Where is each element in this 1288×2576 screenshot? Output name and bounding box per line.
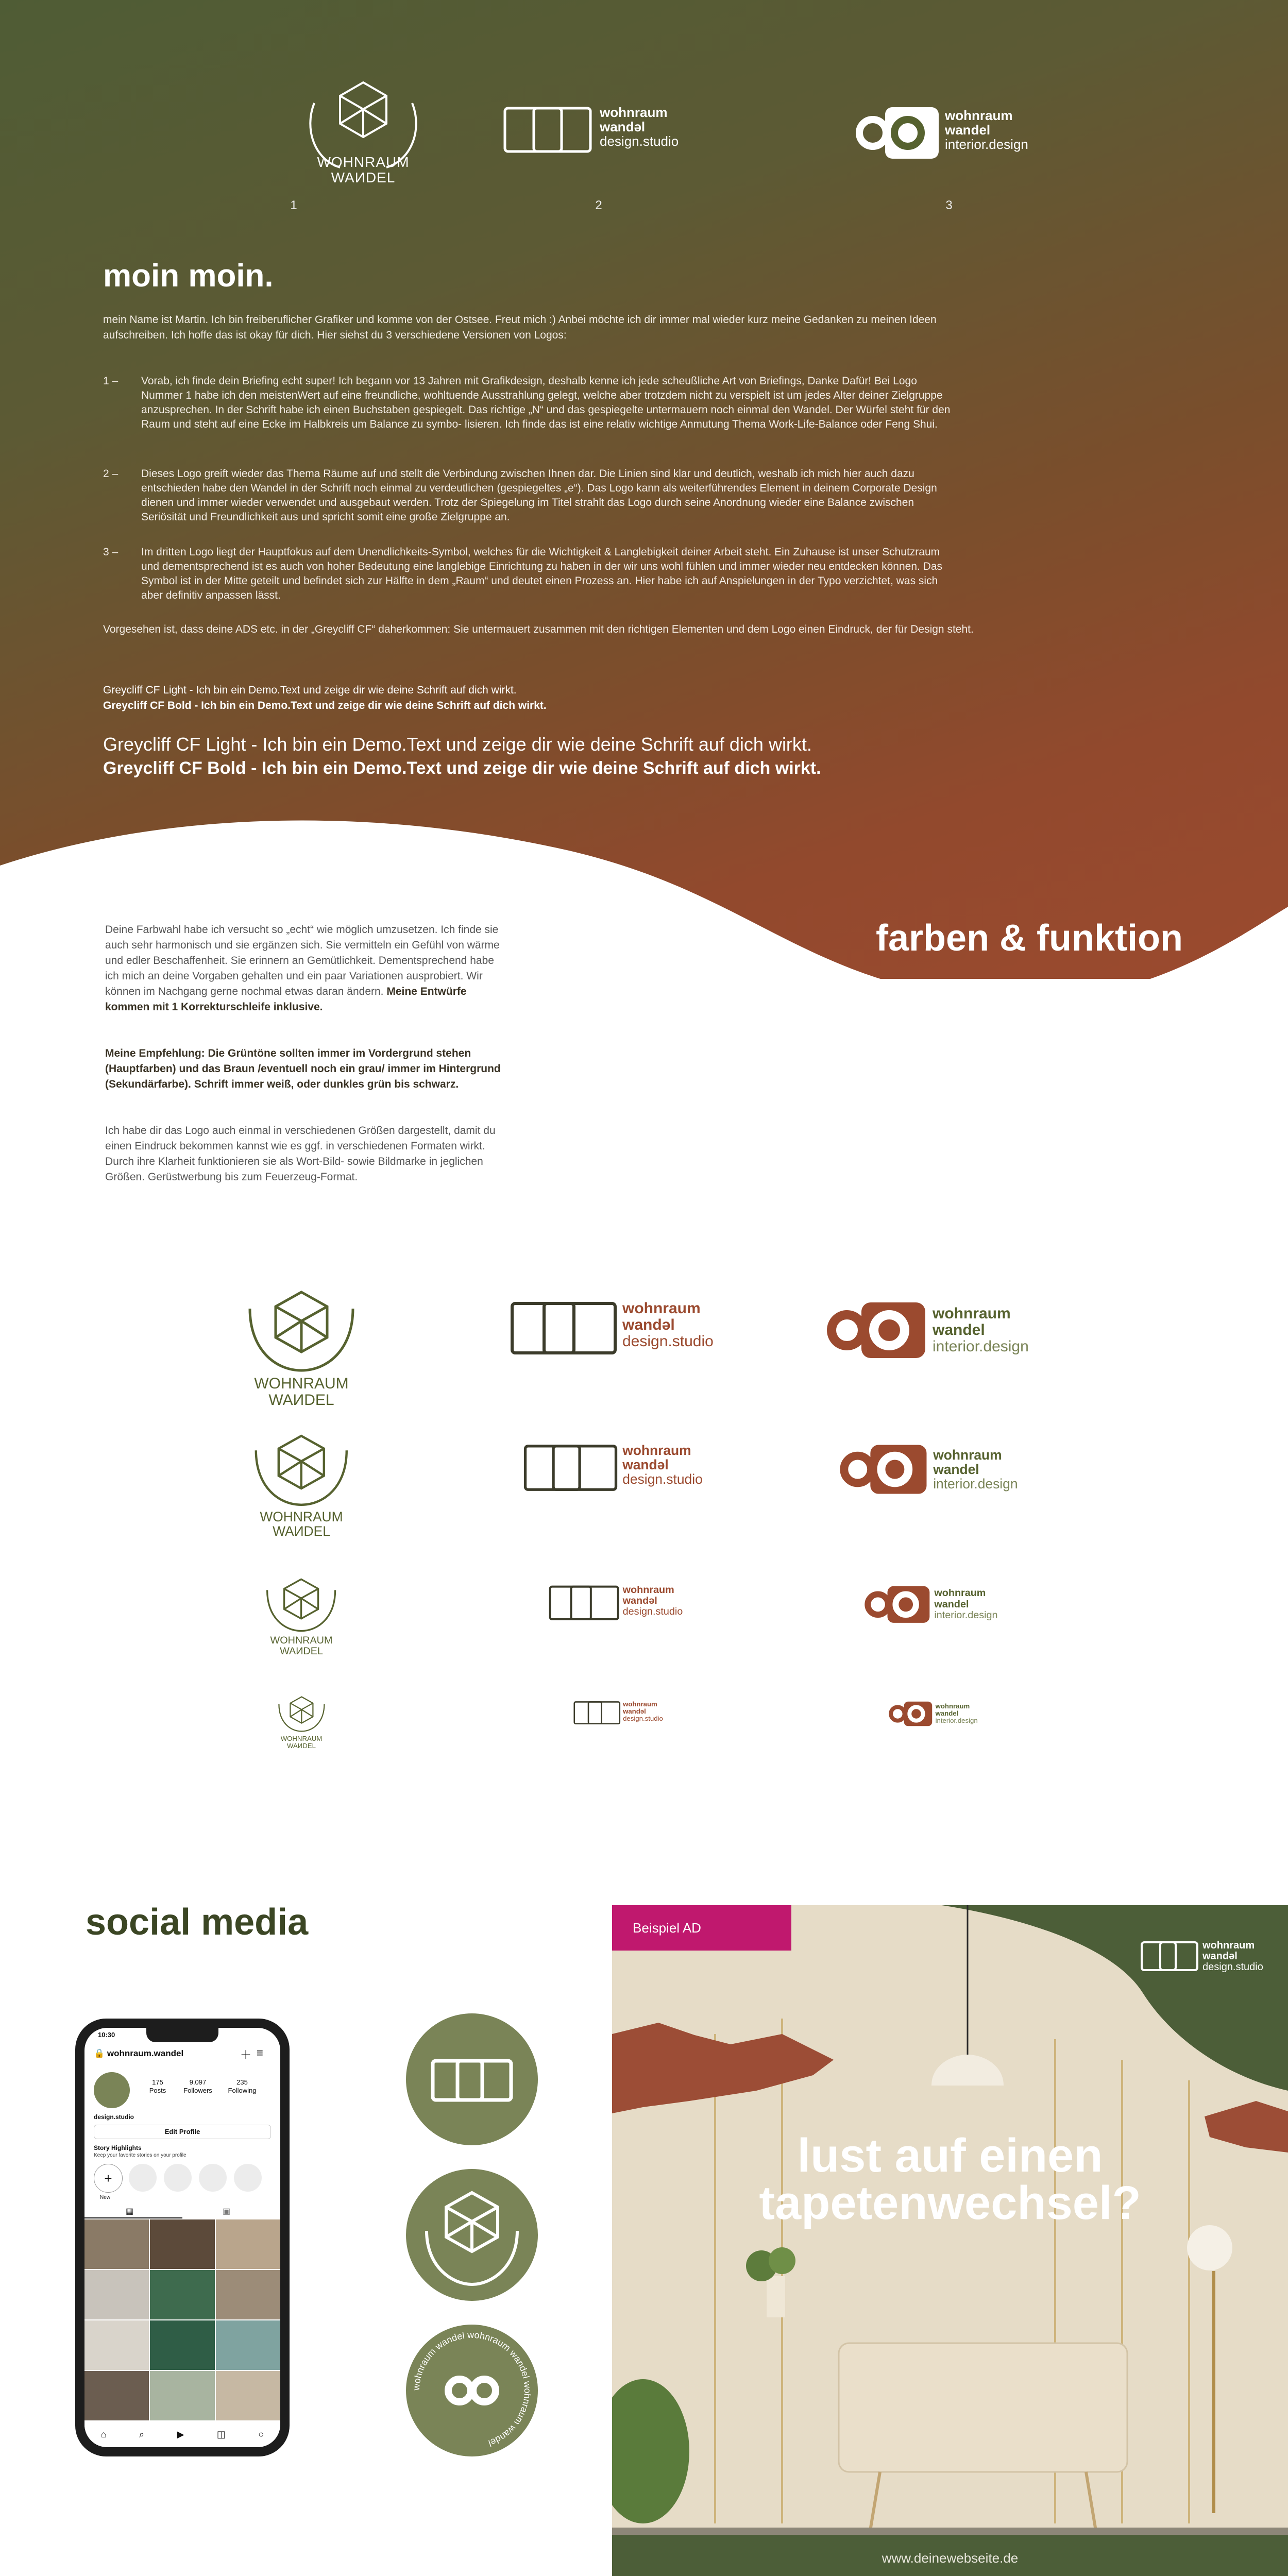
page-title: moin moin. — [103, 258, 274, 294]
logo-3-line2: wandel — [945, 122, 991, 138]
rooms-logo-icon — [510, 1298, 618, 1360]
demo-text-light-large: Greycliff CF Light - Ich bin ein Demo.Text und zeige dir wie deine Schrift auf dich wirkt. — [103, 734, 812, 755]
posts-label: Posts — [149, 2087, 166, 2094]
logo-2-line3: design.studio — [622, 1471, 703, 1487]
item-number: 3 – — [103, 546, 118, 558]
posts-count: 175 — [152, 2078, 163, 2086]
logo-number-3: 3 — [945, 198, 953, 212]
grid-photo[interactable] — [216, 2219, 280, 2269]
grid-photo[interactable] — [216, 2270, 280, 2319]
logo-2-line2: wandəl — [622, 1457, 669, 1473]
highlights-title: Story Highlights — [94, 2144, 142, 2151]
logo-3-hero — [853, 72, 1162, 216]
demo-text-bold-large: Greycliff CF Bold - Ich bin ein Demo.Text und zeige dir wie deine Schrift auf dich wirkt. — [103, 758, 821, 778]
new-highlight-label: New — [100, 2195, 111, 2200]
ad-logo — [1140, 1938, 1263, 1977]
rooms-logo-icon — [503, 103, 606, 165]
cube-logo-icon — [216, 72, 526, 216]
example-ad[interactable] — [612, 1905, 1288, 2576]
logo-2-line3: design.studio — [622, 1606, 683, 1618]
highlights-subtitle: Keep your favorite stories on your profile — [94, 2153, 187, 2158]
farben-p1-text: Deine Farbwahl habe ich versucht so „echt“ wie möglich umzusetzen. Ich finde sie auch sehr harmonisch und sie ergänzen sich. Sie vermitteln ein Gefühl von wärme und edler Beschaffenheit. Sie erinnern an Gemütlichkeit. Dementsprechend habe ich mich an deine Vorgaben gehalten und ein paar Variationen ausprobiert. Wir können im Nachgang gerne nochmal etwas daran ändern. — [105, 924, 500, 997]
ad-headline — [612, 2129, 1288, 2229]
grid-photo[interactable] — [150, 2371, 214, 2420]
item-text: Vorab, ich finde dein Briefing echt super! Ich begann vor 13 Jahren mit Grafikdesign, deshalb kenne ich jede scheußliche Art von Briefings, Danke Dafür! Bei Logo Nummer 1 habe ich den meistenWert auf eine freundliche, wohltuende Ausstrahlung gelegt, welche aber trotzdem nicht zu verspielt ist um jedes Alter deiner Zielgruppe anzusprechen. In der Schrift habe ich einen Buchstaben gespiegelt. Das richtige „N“ und das gespiegelte untermauern noch einmal den Wandel. Der Würfel steht für den Raum und steht auf eine Ecke im Halbkreis um Balance zu symbo- lisieren. Ich finde das ist eine relativ wichtige Anmutung Thema Work-Life-Balance oder Feng Shui. — [141, 375, 951, 430]
rooms-logo-icon — [549, 1583, 620, 1624]
logo-3-line3: interior.design — [934, 1609, 998, 1621]
reels-icon[interactable]: ▶ — [177, 2429, 184, 2439]
logo-2-hero — [503, 72, 812, 216]
logo-2-line3: design.studio — [600, 133, 679, 149]
infinity-logo-icon — [863, 1585, 931, 1624]
logo-1-line1: WOHNRAUM — [317, 154, 410, 170]
menu-icon[interactable]: ≡ — [257, 2046, 263, 2059]
farben-p1-bold: Meine Entwürfe kommen mit 1 Korrekturschleife inklusive. — [105, 986, 467, 1013]
highlight-placeholder[interactable] — [129, 2164, 157, 2192]
cube-logo-icon — [245, 1288, 358, 1373]
highlight-placeholder[interactable] — [199, 2164, 227, 2192]
bottom-nav — [84, 2421, 280, 2447]
logo-description-1 — [103, 374, 979, 456]
demo-text-light-small: Greycliff CF Light - Ich bin ein Demo.Text und zeige dir wie deine Schrift auf dich wirkt. — [103, 684, 517, 696]
logo-1-hero — [216, 72, 526, 216]
logo-1-variant — [277, 1695, 327, 1758]
logo-2-line3: design.studio — [622, 1333, 714, 1350]
farben-paragraph-3: Ich habe dir das Logo auch einmal in verschiedenen Größen dargestellt, damit du einen Eindruck bekommen kannst wie es ggf. in verschiedenen Formaten wirkt. Durch ihre Klarheit funktionieren sie als Wort-Bild- sowie Bildmarke in jeglichen Größen. Gerüstwerbung bis zum Feuerzeug-Format. — [105, 1125, 496, 1183]
profile-username: 🔒 wohnraum.wandel — [94, 2048, 184, 2058]
followers-count: 9.097 — [189, 2078, 207, 2086]
new-highlight-button[interactable]: + — [94, 2164, 123, 2193]
infinity-logo-icon — [888, 1701, 933, 1727]
farben-paragraph-1 — [105, 922, 502, 1015]
logo-description-2 — [103, 467, 979, 534]
ad-headline-line2: tapetenwechsel? — [759, 2177, 1141, 2229]
logo-2-line1: wohnraum — [622, 1584, 674, 1596]
grid-photo[interactable] — [84, 2320, 149, 2370]
logo-description-3 — [103, 545, 979, 612]
followers-stat[interactable] — [177, 2078, 218, 2095]
ad-website[interactable]: www.deinewebseite.de — [882, 2550, 1019, 2566]
ad-badge: Beispiel AD — [612, 1905, 791, 1951]
following-label: Following — [228, 2087, 257, 2094]
item-text: Im dritten Logo liegt der Hauptfokus auf dem Unendlichkeits-Symbol, welches für die Wichtigkeit & Langlebigkeit deiner Arbeit steht. Ein Zuhause ist unser Schutzraum und dementsprechend ist es auch von hoher Bedeutung eine langlebige Einrichtung zu haben in der wir uns wohl fühlen und immer wieder neu entdecken können. Das Symbol ist in der Mitte geteilt und befindet sich zur Hälfte in dem „Raum“ und deutet einen Prozess an. Hier habe ich auf Anspielungen in der Typo verzichtet, was sich aber definitiv anpassen lässt. — [141, 546, 943, 601]
ad-background — [612, 1905, 1288, 2576]
logo-3-line2: wandel — [933, 1462, 979, 1478]
logo-2-line2: wandəl — [622, 1316, 675, 1333]
cube-logo-icon — [264, 1577, 338, 1633]
logo-3-line1: wohnraum — [933, 1447, 1002, 1463]
logo-2-line2: wandəl — [623, 1707, 646, 1715]
logo-number-2: 2 — [595, 198, 602, 212]
grid-photo[interactable] — [216, 2320, 280, 2370]
logo-3-line3: interior.design — [935, 1717, 978, 1725]
logo-3-line1: wohnraum — [933, 1305, 1011, 1322]
rooms-logo-icon — [406, 2013, 538, 2145]
active-tab-indicator — [84, 2217, 182, 2218]
profile-icon[interactable]: ○ — [258, 2429, 264, 2439]
infinity-logo-icon — [406, 2325, 538, 2456]
grid-photo[interactable] — [150, 2270, 214, 2319]
ad-logo-line2: wandəl — [1202, 1951, 1238, 1962]
grid-tab-icon[interactable]: ▦ — [126, 2207, 134, 2216]
cube-logo-icon — [277, 1695, 327, 1733]
logo-3-variant — [824, 1300, 1051, 1367]
grid-photo[interactable] — [84, 2219, 149, 2269]
highlight-placeholder[interactable] — [164, 2164, 192, 2192]
grid-photo[interactable] — [84, 2270, 149, 2319]
ad-logo-line1: wohnraum — [1202, 1940, 1255, 1951]
infinity-logo-icon — [853, 105, 941, 162]
highlight-placeholder[interactable] — [234, 2164, 262, 2192]
grid-photo[interactable] — [84, 2371, 149, 2420]
logo-3-line1: wohnraum — [945, 108, 1013, 123]
edit-profile-button[interactable]: Edit Profile — [94, 2125, 271, 2139]
logo-1-line2: WAИDEL — [280, 1646, 323, 1657]
logo-3-line3: interior.design — [945, 137, 1028, 152]
profile-icon-circle-rooms — [406, 2013, 538, 2145]
logo-2-variant — [573, 1700, 673, 1729]
logo-1-line1: WOHNRAUM — [270, 1634, 333, 1646]
hero-intro: mein Name ist Martin. Ich bin freiberuflicher Grafiker und komme von der Ostsee. Freut mich :) Anbei möchte ich dir immer mal wieder kurz meine Gedanken zu meinen Ideen aufschreiben. Ich hoffe das ist okay für dich. Hier siehst du 3 verschiedene Versionen von Logos: — [103, 314, 937, 341]
profile-icon-circle-infinity — [406, 2325, 538, 2456]
profile-bio: design.studio — [94, 2113, 134, 2121]
logo-3-line1: wohnraum — [934, 1587, 986, 1599]
logo-3-line2: wandel — [935, 1709, 959, 1718]
cube-logo-icon — [406, 2169, 538, 2301]
profile-icon-circle-cube — [406, 2169, 538, 2301]
cube-logo-icon — [251, 1432, 351, 1507]
logo-3-line1: wohnraum — [935, 1702, 970, 1710]
infinity-logo-icon — [838, 1443, 928, 1496]
search-icon[interactable]: ⌕ — [139, 2429, 145, 2439]
rooms-logo-icon — [573, 1700, 621, 1727]
home-icon[interactable]: ⌂ — [100, 2429, 107, 2439]
logo-1-line1: WOHNRAUM — [260, 1509, 343, 1525]
shop-icon[interactable]: ◫ — [216, 2429, 226, 2439]
logo-3-line2: wandel — [933, 1321, 985, 1338]
logo-2-line1: wohnraum — [623, 1700, 657, 1708]
logo-2-line1: wohnraum — [600, 105, 668, 120]
logo-1-line1: WOHNRAUM — [280, 1734, 323, 1742]
grid-photo[interactable] — [150, 2320, 214, 2370]
logo-2-line1: wohnraum — [622, 1443, 691, 1459]
logo-1-variant — [245, 1288, 358, 1432]
phone-mockup — [75, 2019, 290, 2456]
grid-photo[interactable] — [216, 2371, 280, 2420]
avatar[interactable] — [94, 2072, 130, 2108]
logo-1-variant — [251, 1432, 351, 1559]
logo-1-line2: WAИDEL — [268, 1392, 334, 1409]
ad-logo-line3: design.studio — [1202, 1961, 1263, 1973]
logo-3-line3: interior.design — [933, 1476, 1018, 1492]
logo-3-line2: wandel — [934, 1598, 969, 1610]
item-number: 2 – — [103, 468, 118, 480]
username-text: wohnraum.wandel — [107, 2048, 184, 2058]
following-stat[interactable] — [222, 2078, 263, 2095]
photo-grid — [84, 2219, 280, 2420]
phone-notch — [146, 2028, 218, 2042]
logo-2-line2: wandəl — [622, 1595, 657, 1606]
phone-screen — [84, 2028, 280, 2447]
logo-3-variant — [863, 1585, 1012, 1629]
add-post-icon[interactable]: ＋ — [240, 2048, 252, 2061]
demo-text-bold-small: Greycliff CF Bold - Ich bin ein Demo.Text und zeige dir wie deine Schrift auf dich wirkt. — [103, 700, 547, 711]
grid-photo[interactable] — [150, 2219, 214, 2269]
logo-2-line3: design.studio — [623, 1714, 663, 1722]
font-note: Vorgesehen ist, dass deine ADS etc. in der „Greycliff CF“ daherkommen: Sie untermauert zusammen mit den richtigen Elementen und dem Logo einen Eindruck, der für Design steht. — [103, 623, 974, 635]
section-title-farben: farben & funktion — [876, 918, 1183, 959]
status-time: 10:30 — [98, 2031, 115, 2039]
logo-1-variant — [264, 1577, 338, 1672]
logo-1-line2: WAИDEL — [287, 1741, 316, 1750]
following-count: 235 — [236, 2078, 248, 2086]
followers-label: Followers — [183, 2087, 212, 2094]
logo-2-variant — [549, 1583, 698, 1628]
logo-3-variant — [888, 1701, 988, 1730]
section-title-social: social media — [86, 1902, 309, 1943]
ad-headline-line1: lust auf einen — [797, 2129, 1103, 2182]
infinity-logo-icon — [824, 1300, 927, 1360]
logo-2-variant — [510, 1298, 737, 1365]
ring-text: wohnraum wandel wohnraum wandel wohnraum wandel — [411, 2329, 533, 2449]
rooms-logo-icon — [1140, 1938, 1201, 1974]
logo-number-1: 1 — [290, 198, 297, 212]
logo-2-line2: wandəl — [600, 119, 646, 134]
logo-3-variant — [838, 1443, 1037, 1502]
logo-1-line2: WAИDEL — [273, 1523, 330, 1539]
posts-stat — [142, 2078, 173, 2095]
logo-1-line2: WAИDEL — [331, 170, 396, 185]
tagged-tab-icon[interactable]: ▣ — [223, 2207, 231, 2216]
item-text: Dieses Logo greift wieder das Thema Räume auf und stellt die Verbindung zwischen Ihnen dar. Die Linien sind klar und deutlich, weshalb ich mich hier auch dazu entschieden habe den Wandel in der Schrift noch einmal zu verdeutlichen (gespiegeltes „e“). Das Logo kann als weiterführendes Element in deinem Corporate Design dienen und immer wieder verwendet und ausgebaut werden. Trotz der Spiegelung im Titel strahlt das Logo durch seine Anordnung wieder eine Balance zwischen Seriösität und Freundlichkeit aus und spricht somit eine große Zielgruppe an. — [141, 468, 937, 523]
logo-3-line3: interior.design — [933, 1338, 1029, 1355]
logo-1-line1: WOHNRAUM — [254, 1375, 349, 1392]
farben-paragraph-2: Meine Empfehlung: Die Grüntöne sollten immer im Vordergrund stehen (Hauptfarben) und das Braun /eventuell noch ein grau/ immer im Hintergrund (Sekundärfarbe). Schrift immer weiß, oder dunkles grün bis schwarz. — [105, 1047, 501, 1090]
logo-2-line1: wohnraum — [622, 1300, 701, 1317]
item-number: 1 – — [103, 375, 118, 387]
logo-2-variant — [523, 1442, 723, 1500]
rooms-logo-icon — [523, 1442, 619, 1496]
